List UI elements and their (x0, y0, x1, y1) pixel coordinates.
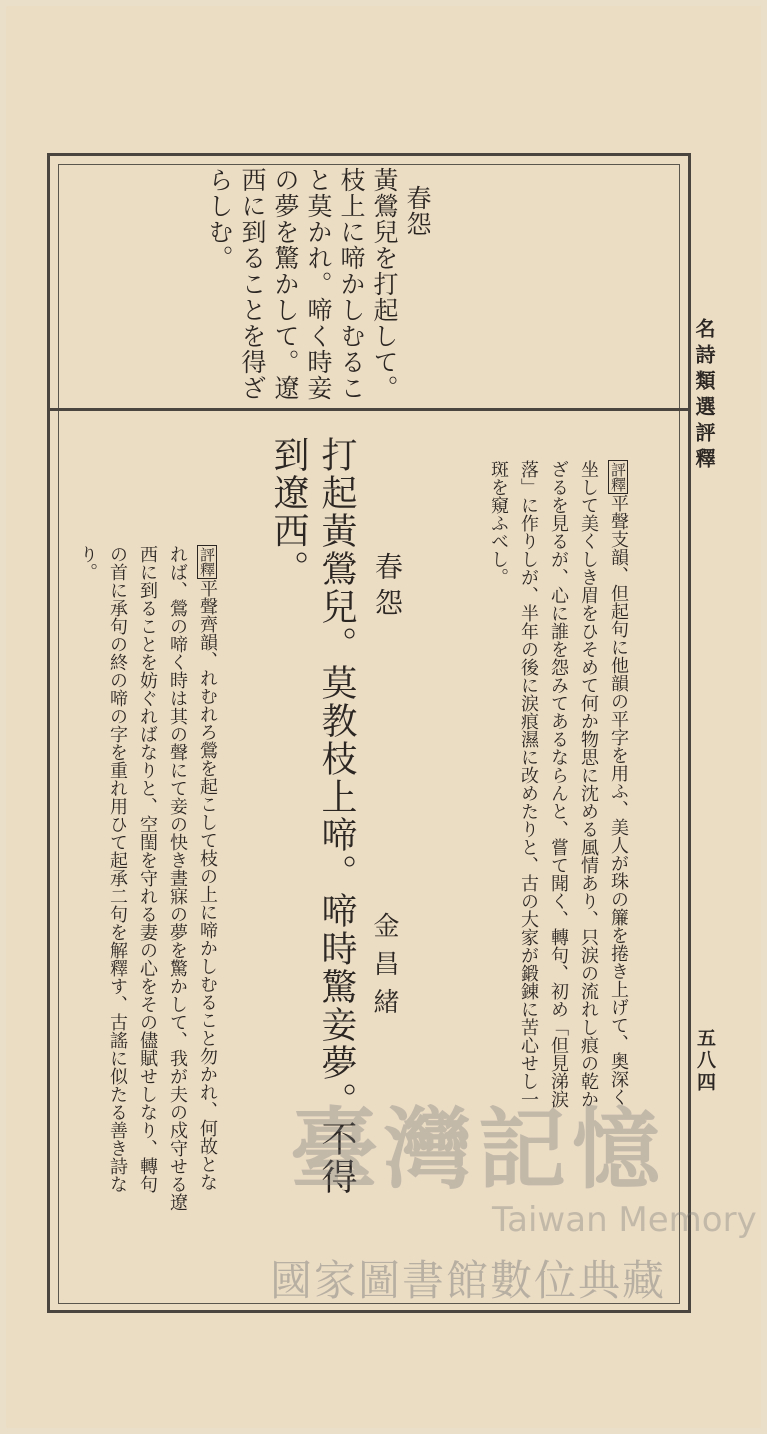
poem-title: 春怨 (371, 552, 404, 624)
commentary-line: 平聲支韻、但起句に他韻の平字を用ふ、美人が珠の簾を捲き上げて、奥深く (608, 494, 629, 1106)
commentary-line: の首に承句の終の啼の字を重れ用ひて起承二句を解釋す、古謠に似たる善き詩な (107, 545, 128, 1193)
section-divider (47, 408, 691, 411)
kundoku-line: らしむ。 (205, 167, 234, 271)
commentary-line: ざるを見るが、心に誰を怨みてあるならんと、嘗て聞く、轉句、初め「但見涕涙 (548, 460, 569, 1108)
book-title: 名詩類選評釋 (692, 318, 716, 474)
kundoku-line: 春怨 (403, 184, 432, 237)
commentary-line: 平聲齊韻、れむれろ鶯を起こして枝の上に啼かしむること勿かれ、何故とな (197, 579, 218, 1191)
kundoku-line: の夢を驚かして。遼 (271, 167, 300, 401)
commentary-line: 斑を窺ふべし。 (488, 460, 509, 586)
commentary-line: 西に到ることを妨ぐればなりと、空閨を守れる妻の心をその儘賦せしなり、轉句 (137, 545, 158, 1193)
commentary-badge: 評釋 (609, 462, 627, 492)
kundoku-line: 西に到ることを得ざ (238, 167, 267, 401)
watermark-english: Taiwan Memory (492, 1200, 757, 1240)
commentary-line: 坐して美くしき眉をひそめて何か物思に沈める風情あり、只涙の流れし痕の乾か (578, 460, 599, 1108)
kundoku-line: 枝上に啼かしむるこ (337, 167, 366, 401)
commentary-poem (72, 545, 222, 1211)
watermark-main: 臺灣記憶 (290, 1098, 667, 1201)
kundoku-reading (203, 167, 467, 401)
commentary-badge: 評釋 (198, 547, 216, 577)
poem-line: 到遼西。 (268, 436, 309, 588)
watermark-sub: 國家圖書館數位典藏 (270, 1256, 667, 1305)
commentary-line: れば、鶯の啼く時は其の聲にて妾の快き晝寐の夢を驚かして、我が夫の戍守せる遼 (167, 545, 188, 1211)
commentary-previous (483, 460, 633, 1108)
kundoku-line: と莫かれ。啼く時妾 (304, 167, 333, 401)
poem-line: 打起黃鶯兒。莫教枝上啼。啼時驚妾夢。不得 (316, 436, 357, 1196)
commentary-line: り。 (77, 545, 98, 581)
page-number: 五八四 (694, 1028, 716, 1094)
commentary-line: 落」に作りしが、半年の後に涙痕濕に改めたりと、古の大家が鍛錬に苦心せし一 (518, 460, 539, 1108)
kundoku-line: 黃鶯兒を打起して。 (370, 167, 399, 401)
poem-author: 金昌緒 (369, 912, 399, 1026)
